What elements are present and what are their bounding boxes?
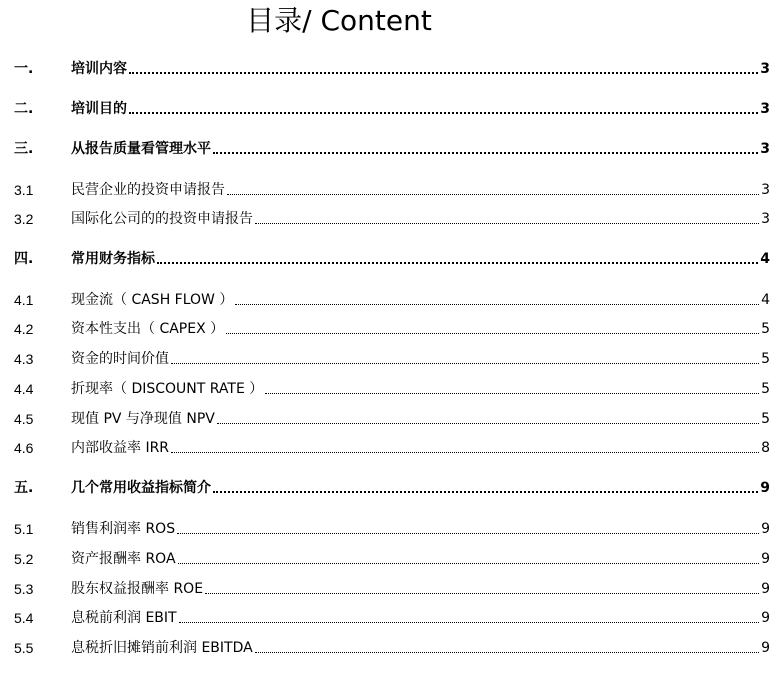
dot-leader bbox=[205, 593, 759, 594]
toc-entry-page: 3 bbox=[761, 182, 770, 198]
dot-leader bbox=[171, 363, 759, 364]
toc-entry-number: 五. bbox=[14, 480, 34, 496]
dot-leader bbox=[129, 72, 758, 74]
toc-entry[interactable] bbox=[14, 248, 770, 268]
toc-entry-page: 5 bbox=[761, 381, 770, 397]
dot-leader bbox=[255, 652, 759, 653]
toc-entry[interactable] bbox=[14, 98, 770, 118]
toc-entry-page: 5 bbox=[761, 321, 770, 337]
dot-leader bbox=[157, 262, 758, 264]
toc-entry-number: 5.4 bbox=[14, 610, 34, 626]
toc-entry-number: 3.2 bbox=[14, 211, 34, 227]
toc-entry[interactable] bbox=[14, 378, 770, 398]
toc-entry-page: 9 bbox=[761, 551, 770, 567]
toc-entry-page: 3 bbox=[760, 101, 770, 117]
dot-leader bbox=[226, 333, 759, 334]
dot-leader bbox=[213, 491, 758, 493]
toc-entry-label: 民营企业的投资申请报告 bbox=[71, 182, 225, 198]
toc-entry[interactable] bbox=[14, 179, 770, 199]
toc-entry[interactable] bbox=[14, 289, 770, 309]
toc-entry-page: 9 bbox=[761, 610, 770, 626]
toc-entry[interactable] bbox=[14, 318, 770, 338]
toc-entry[interactable] bbox=[14, 348, 770, 368]
dot-leader bbox=[265, 393, 759, 394]
toc-entry-label: 息税折旧摊销前利润 EBITDA bbox=[71, 640, 253, 656]
toc-entry-label: 常用财务指标 bbox=[71, 251, 155, 267]
toc-entry-label: 培训内容 bbox=[71, 61, 127, 77]
toc-entry-label: 现值 PV 与净现值 NPV bbox=[71, 411, 215, 427]
toc-entry-page: 9 bbox=[761, 521, 770, 537]
toc-entry-label: 折现率（ DISCOUNT RATE ） bbox=[71, 381, 264, 397]
dot-leader bbox=[171, 452, 759, 453]
dot-leader bbox=[217, 423, 759, 424]
toc-entry-label: 销售利润率 ROS bbox=[71, 521, 176, 537]
toc-entry[interactable] bbox=[14, 138, 770, 158]
toc-entry-label: 息税前利润 EBIT bbox=[71, 610, 177, 626]
toc-entry-number: 5.2 bbox=[14, 551, 34, 567]
toc-entry-number: 四. bbox=[14, 251, 34, 267]
dot-leader bbox=[227, 194, 759, 195]
toc-entry[interactable] bbox=[14, 548, 770, 568]
toc-entry-number: 4.1 bbox=[14, 292, 34, 308]
toc-entry[interactable] bbox=[14, 477, 770, 497]
dot-leader bbox=[255, 223, 759, 224]
toc-entry-number: 4.3 bbox=[14, 351, 34, 367]
toc-entry-number: 5.3 bbox=[14, 581, 34, 597]
toc-entry[interactable] bbox=[14, 437, 770, 457]
toc-entry-number: 三. bbox=[14, 141, 34, 157]
toc-entry-page: 8 bbox=[761, 440, 770, 456]
toc-entry-number: 4.2 bbox=[14, 321, 34, 337]
toc-entry-label: 资本性支出（ CAPEX ） bbox=[71, 321, 225, 337]
toc-entry-number: 4.5 bbox=[14, 411, 34, 427]
toc-entry-page: 9 bbox=[760, 480, 770, 496]
dot-leader bbox=[235, 304, 759, 305]
toc-entry-label: 股东权益报酬率 ROE bbox=[71, 581, 204, 597]
toc-entry-number: 5.1 bbox=[14, 521, 34, 537]
toc-entry[interactable] bbox=[14, 607, 770, 627]
toc-entry-number: 4.4 bbox=[14, 381, 34, 397]
toc-entry-page: 5 bbox=[761, 411, 770, 427]
toc-entry[interactable] bbox=[14, 208, 770, 228]
toc-entry-label: 国际化公司的的投资申请报告 bbox=[71, 211, 253, 227]
toc-entry-label: 资产报酬率 ROA bbox=[71, 551, 176, 567]
toc-entry[interactable] bbox=[14, 578, 770, 598]
toc-entry-page: 4 bbox=[761, 292, 770, 308]
toc-entry-label: 内部收益率 IRR bbox=[71, 440, 170, 456]
toc-entry-number: 4.6 bbox=[14, 440, 34, 456]
toc-entry-number: 5.5 bbox=[14, 640, 34, 656]
toc-entry-number: 二. bbox=[14, 101, 34, 117]
toc-entry-page: 3 bbox=[760, 141, 770, 157]
toc-entry[interactable] bbox=[14, 637, 770, 657]
dot-leader bbox=[179, 622, 759, 623]
toc-entry-number: 3.1 bbox=[14, 182, 34, 198]
toc-entry[interactable] bbox=[14, 518, 770, 538]
toc-entry-page: 4 bbox=[760, 251, 770, 267]
toc-entry-label: 几个常用收益指标简介 bbox=[71, 480, 211, 496]
toc-entry-page: 3 bbox=[761, 211, 770, 227]
dot-leader bbox=[178, 563, 760, 564]
toc-entry-label: 从报告质量看管理水平 bbox=[71, 141, 211, 157]
toc-entry-label: 培训目的 bbox=[71, 101, 127, 117]
dot-leader bbox=[213, 152, 758, 154]
toc-entry-page: 9 bbox=[761, 581, 770, 597]
toc-entry[interactable] bbox=[14, 58, 770, 78]
toc-entry-page: 5 bbox=[761, 351, 770, 367]
toc-entry-page: 3 bbox=[760, 61, 770, 77]
toc-entry-page: 9 bbox=[761, 640, 770, 656]
dot-leader bbox=[129, 112, 758, 114]
toc-entry-label: 现金流（ CASH FLOW ） bbox=[71, 292, 234, 308]
toc-entry-label: 资金的时间价值 bbox=[71, 351, 169, 367]
dot-leader bbox=[177, 533, 759, 534]
toc-entry[interactable] bbox=[14, 408, 770, 428]
page-title: 目录/ Content bbox=[246, 4, 432, 37]
toc-entry-number: 一. bbox=[14, 61, 34, 77]
